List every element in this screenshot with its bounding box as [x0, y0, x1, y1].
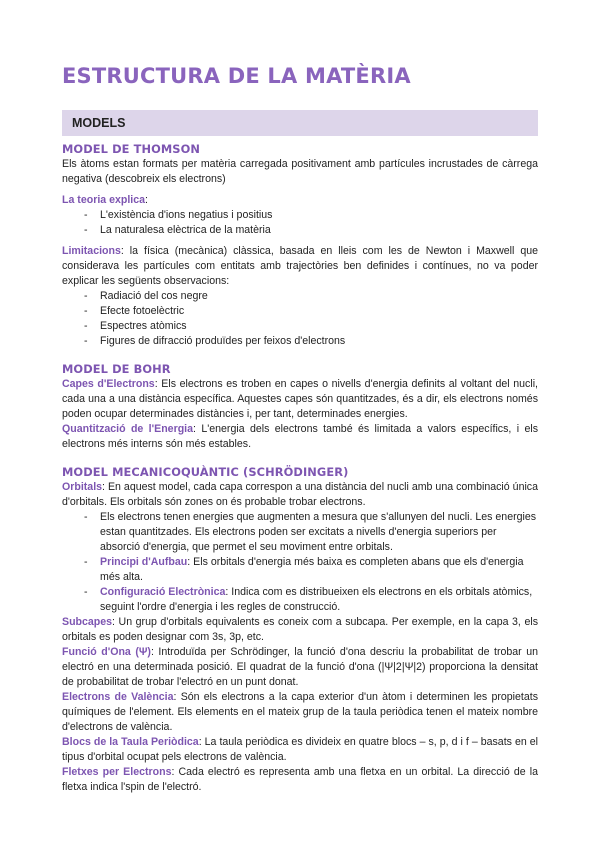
aufbau-text: : Els orbitals d'energia més baixa es completen abans que els d'energia més alta.: [100, 556, 524, 583]
configuration-text: : Indica com es distribueixen els electrons en els orbitals atòmics, seguint l'ordre d'energia i les regles de construcció.: [100, 586, 533, 613]
quantum-blocks: [62, 735, 538, 765]
orbitals-list: [62, 510, 538, 615]
heading-bohr: MODEL DE BOHR: [62, 362, 171, 376]
list-item: - Radiació del cos negre: [62, 289, 538, 304]
term-limits: Limitacions: [62, 245, 121, 257]
bohr-p1-text: : Els electrons es troben en capes o nivells d'energia definits al voltant del nucli, cada una a una distància específica. Aquestes capes són quantitzades, és a dir, els electrons només poden ocupar determinades distàncies i, per tant, determinades energies.: [62, 378, 538, 420]
thomson-theory-label: [62, 193, 538, 208]
valence-text: : Són els electrons a la capa exterior d'un àtom i determinen les propietats químiques de l'element. Els elements en el mateix grup de la taula periòdica tenen el mateix nombre d'electrons de valència.: [62, 691, 538, 733]
bohr-p1: [62, 377, 538, 422]
section-bar-models: MODELS: [62, 110, 538, 136]
quantum-wave: [62, 645, 538, 690]
quantum-subshells: [62, 615, 538, 645]
theory-list: [62, 208, 538, 238]
term-configuration: Configuració Electrònica: [100, 586, 226, 598]
term-theory: La teoria explica: [62, 194, 146, 206]
page-title: ESTRUCTURA DE LA MATÈRIA: [62, 64, 411, 88]
list-item: [62, 585, 538, 615]
term-shells: Capes d'Electrons: [62, 378, 155, 390]
list-item: - Efecte fotoelèctric: [62, 304, 538, 319]
orbitals-text: : En aquest model, cada capa correspon a una distància del nucli amb una combinació única d'orbitals. Els orbitals són zones on és probable trobar electrons.: [62, 481, 538, 508]
term-orbitals: Orbitals: [62, 481, 103, 493]
list-item: - Els electrons tenen energies que augmenten a mesura que s'allunyen del nucli. Les energies estan quantitzades. Els electrons poden ser excitats a nivells d'energia superiors per absorció d'energia, que permet el seu moviment entre orbitals.: [62, 510, 538, 555]
thomson-intro: Els àtoms estan formats per matèria carregada positivament amb partícules incrustades de càrrega negativa (descobreix els electrons): [62, 158, 538, 185]
heading-thomson: MODEL DE THOMSON: [62, 142, 201, 156]
term-quantization: Quantització de l'Energia: [62, 423, 194, 435]
list-item: - L'existència d'ions negatius i positius: [62, 208, 538, 223]
list-item: [62, 555, 538, 585]
quantum-orbitals: [62, 480, 538, 510]
content-body: [62, 142, 538, 795]
arrows-text: : Cada electró es representa amb una fletxa en un orbital. La direcció de la fletxa indica l'spin de l'electró.: [62, 766, 538, 793]
bohr-p2-text: : L'energia dels electrons també és limitada a valors específics, i els electrons més interns són més estables.: [62, 423, 538, 450]
list-item: - La naturalesa elèctrica de la matèria: [62, 223, 538, 238]
limits-list: [62, 289, 538, 349]
quantum-valence: [62, 690, 538, 735]
blocks-text: : La taula periòdica es divideix en quatre blocs – s, p, d i f – basats en el tipus d'orbital ocupat pels electrons de valència.: [62, 736, 538, 763]
term-valence: Electrons de València: [62, 691, 174, 703]
theory-colon: :: [145, 194, 148, 206]
term-wave-function: Funció d'Ona (Ψ): [62, 646, 151, 658]
term-subshells: Subcapes: [62, 616, 113, 628]
term-blocks: Blocs de la Taula Periòdica: [62, 736, 199, 748]
heading-quantum: MODEL MECANICOQUÀNTIC (SCHRÖDINGER): [62, 465, 349, 479]
term-aufbau: Principi d'Aufbau: [100, 556, 188, 568]
list-item: - Figures de difracció produïdes per feixos d'electrons: [62, 334, 538, 349]
term-arrows: Fletxes per Electrons: [62, 766, 172, 778]
bohr-p2: [62, 422, 538, 452]
wave-text: : Introduïda per Schrödinger, la funció d'ona descriu la probabilitat de trobar un electró en una determinada posició. El quadrat de la funció d'ona (|Ψ|2|Ψ|2) proporciona la densitat de probabilitat de trobar l'electró en un punt donat.: [62, 646, 538, 688]
thomson-limits: [62, 244, 538, 289]
subshells-text: : Un grup d'orbitals equivalents es coneix com a subcapa. Per exemple, en la capa 3, els orbitals es poden designar com 3s, 3p, etc.: [62, 616, 538, 643]
limits-text: : la física (mecànica) clàssica, basada en lleis com les de Newton i Maxwell que considerava les partícules com entitats amb trajectòries ben definides i contínues, no va poder explicar les següents observacions:: [62, 245, 538, 287]
list-item: - Espectres atòmics: [62, 319, 538, 334]
quantum-arrows: [62, 765, 538, 795]
